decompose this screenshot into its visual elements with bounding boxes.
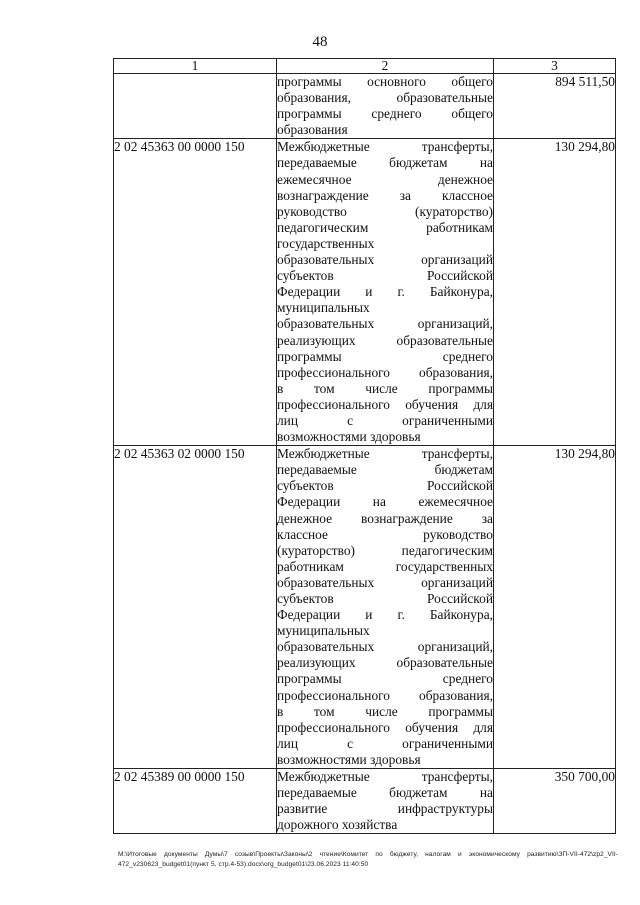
table-header-row xyxy=(114,59,616,74)
description-line: профессионального образования, xyxy=(277,364,493,380)
page-number: 48 xyxy=(312,34,328,50)
description-line: возможностями здоровья xyxy=(277,429,421,445)
description-line: образования xyxy=(277,122,348,138)
description-line: работникам государственных xyxy=(277,558,493,574)
column-header-amount: 3 xyxy=(494,59,616,74)
table-row xyxy=(114,74,616,139)
description-line: педагогическим работникам xyxy=(277,219,493,235)
description-line: передаваемые бюджетам на xyxy=(277,155,493,171)
description-line: развитие инфраструктуры xyxy=(277,801,493,817)
budget-table xyxy=(113,58,616,834)
description-line: образовательных организаций xyxy=(277,252,493,268)
description-line: руководство (кураторство) xyxy=(277,203,493,219)
budget-code xyxy=(114,74,277,139)
description xyxy=(277,769,494,834)
description-line: Межбюджетные трансферты, xyxy=(277,446,493,462)
table-row xyxy=(114,446,616,769)
description-line: государственных xyxy=(277,235,375,251)
budget-code: 2 02 45389 00 0000 150 xyxy=(114,769,277,834)
description-line: классное руководство xyxy=(277,526,493,542)
table-row xyxy=(114,139,616,446)
description-line: профессионального обучения для xyxy=(277,396,493,412)
description-line: субъектов Российской xyxy=(277,268,493,284)
description-line: программы среднего общего xyxy=(277,106,493,122)
description-line: Федерации на ежемесячное xyxy=(277,494,493,510)
description-line: передаваемые бюджетам xyxy=(277,462,493,478)
description-line: вознаграждение за классное xyxy=(277,187,493,203)
budget-code: 2 02 45363 02 0000 150 xyxy=(114,446,277,769)
description xyxy=(277,446,494,769)
description-line: Федерации и г. Байконура, xyxy=(277,607,493,623)
description-line: муниципальных xyxy=(277,623,370,639)
description-line: Федерации и г. Байконура, xyxy=(277,284,493,300)
amount: 894 511,50 xyxy=(494,74,616,139)
description-line: лиц с ограниченными xyxy=(277,735,493,751)
column-header-description: 2 xyxy=(277,59,494,74)
column-header-code: 1 xyxy=(114,59,277,74)
description-line: образовательных организаций, xyxy=(277,316,493,332)
description-line: образования, образовательные xyxy=(277,90,493,106)
description xyxy=(277,139,494,446)
description-line: субъектов Российской xyxy=(277,591,493,606)
description-line: профессионального обучения для xyxy=(277,719,493,735)
description-line: программы основного общего xyxy=(277,74,493,89)
amount: 130 294,80 xyxy=(494,446,616,769)
description-line: дорожного хозяйства xyxy=(277,817,398,833)
amount: 130 294,80 xyxy=(494,139,616,446)
description-line: образовательных организаций, xyxy=(277,639,493,655)
description-line: возможностями здоровья xyxy=(277,751,421,767)
amount: 350 700,00 xyxy=(494,769,616,834)
description-line: муниципальных xyxy=(277,300,370,316)
description-line: ежемесячное денежное xyxy=(277,171,493,187)
description-line: Межбюджетные трансферты, xyxy=(277,139,493,155)
description-line: в том числе программы xyxy=(277,703,493,719)
table-row xyxy=(114,769,616,834)
description-line: денежное вознаграждение за xyxy=(277,510,493,526)
budget-code: 2 02 45363 00 0000 150 xyxy=(114,139,277,446)
description-line: Межбюджетные трансферты, xyxy=(277,769,493,785)
description-line: программы среднего xyxy=(277,671,493,687)
description-line: программы среднего xyxy=(277,348,493,364)
table-body xyxy=(114,74,616,834)
description-line: (кураторство) педагогическим xyxy=(277,542,493,558)
description-line: реализующих образовательные xyxy=(277,655,493,671)
description-line: профессионального образования, xyxy=(277,687,493,703)
description xyxy=(277,74,494,139)
description-line: субъектов Российской xyxy=(277,478,493,494)
description-line: в том числе программы xyxy=(277,380,493,396)
description-line: реализующих образовательные xyxy=(277,332,493,348)
description-line: передаваемые бюджетам на xyxy=(277,785,493,801)
document-path-footer: M:\Итоговые документы Думы\7 созыв\Проекты\Законы\2 чтение\Комитет по бюджету, налогам и экономическому развитию\ЗП-VII-472\zp2_VII-472_v230623_budget01(пункт 5, стр.4-53).docx\org_budget01\23.06.2023 11:40:50 xyxy=(118,851,618,868)
description-line: образовательных организаций xyxy=(277,574,493,590)
description-line: лиц с ограниченными xyxy=(277,412,493,428)
